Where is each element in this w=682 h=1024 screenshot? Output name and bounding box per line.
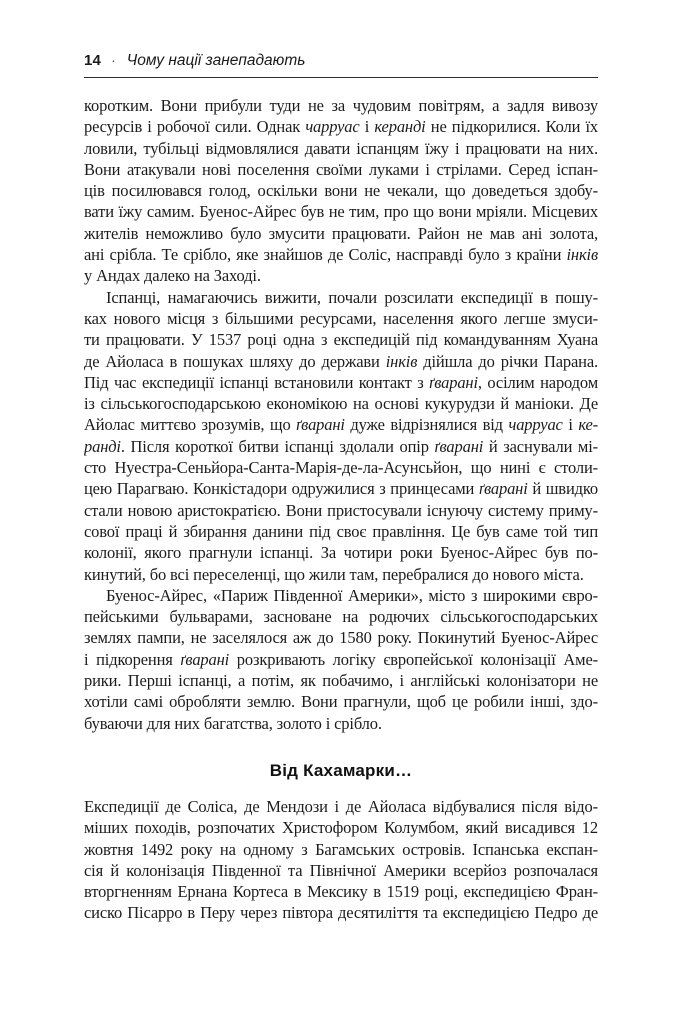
paragraph (84, 287, 598, 585)
text-segment: колонії, якого прагнули іспанці. За чотири роки Буенос-Айрес був по- (84, 543, 598, 563)
text-segment: . Після короткої битви іспанці здолали опір (120, 436, 435, 456)
text-segment: Експедиції де Соліса, де Мендози і де Айоласа відбувалися після відо- (84, 796, 598, 816)
text-line (84, 372, 598, 393)
text-segment: кинутий, бо всі переселенці, що жили там, перебралися до нового міста. (84, 564, 584, 584)
text-segment: сової праці й збирання данини під своє правління. Це був саме той тип (84, 521, 598, 541)
text-segment: ців посилювався голод, оскільки вони не чекали, що доведеться здобу- (84, 181, 598, 201)
text-segment: і підкорення (84, 649, 181, 669)
text-line (84, 860, 598, 881)
text-line (84, 585, 598, 606)
italic-term: чарруас (508, 415, 563, 435)
text-segment: цею Парагваю. Конкістадори одружилися з принцесами (84, 479, 479, 499)
text-line (84, 902, 598, 923)
text-segment: дійшла до річки Парана. (417, 351, 598, 371)
italic-term: ке- (578, 415, 598, 435)
text-segment: ані срібла. Те срібло, яке знайшов де Соліс, насправді було з країни (84, 245, 567, 265)
text-segment: у Андах далеко на Заході. (84, 266, 261, 286)
text-line (84, 393, 598, 414)
text-line (84, 244, 598, 265)
text-line (84, 436, 598, 457)
text-segment: не підкорилися. Коли їх (425, 117, 598, 137)
text-segment: ресурсів і робочої сили. Однак (84, 117, 306, 137)
text-line (84, 116, 598, 137)
header-separator-dot: · (111, 52, 116, 68)
text-segment: Буенос-Айрес, «Париж Південної Америки», місто з широкими євро- (106, 585, 598, 605)
text-segment: із сільськогосподарською економікою на основі кукурудзи й маніоки. Де (84, 394, 598, 414)
text-segment: жителів неможливо було змусити працювати. Район не мав ані золота, (84, 223, 598, 243)
book-title: Чому нації занепадають (126, 52, 306, 69)
text-line (84, 414, 598, 435)
text-line (84, 839, 598, 860)
text-line (84, 95, 598, 116)
text-segment: вторгненням Ернана Кортеса в Мексику в 1519 році, експедицією Фран- (84, 882, 598, 902)
text-line (84, 670, 598, 691)
text-segment: де Айоласа в пошуках шляху до держави (84, 351, 386, 371)
text-line (84, 308, 598, 329)
italic-term: ґварані (296, 415, 345, 435)
text-line (84, 138, 598, 159)
text-line (84, 329, 598, 350)
text-line (84, 542, 598, 563)
text-line (84, 713, 598, 734)
text-segment: пейськими бульварами, засноване на родючих сільськогосподарських (84, 607, 598, 627)
text-segment: ти працювати. У 1537 році одна з експедицій під командуванням Хуана (84, 330, 598, 350)
text-segment: Іспанці, намагаючись вижити, почали розсилати експедиції в пошу- (106, 287, 598, 307)
text-line (84, 223, 598, 244)
text-line (84, 201, 598, 222)
text-segment: Вони атакували нові поселення своїми луками і стрілами. Серед іспан- (84, 159, 598, 179)
text-segment: дуже відрізнялися від (344, 415, 509, 435)
italic-term: інків (566, 245, 598, 265)
paragraph (84, 796, 598, 924)
text-line (84, 500, 598, 521)
text-segment: хотіли самі обробляти землю. Вони прагнули, щоб це робили інші, здо- (84, 692, 598, 712)
text-segment: ках нового місця з більшими ресурсами, населення якого легше змуси- (84, 308, 598, 328)
italic-term: ґварані (478, 479, 528, 499)
text-line (84, 564, 598, 585)
header-rule (84, 77, 598, 78)
text-segment: сиско Пісарро в Перу через півтора десятиліття та експедицією Педро де (84, 903, 598, 923)
text-line (84, 457, 598, 478)
text-segment: рики. Перші іспанці, а потім, як побачимо, і англійські колонізатори не (84, 671, 598, 691)
page-content (84, 95, 598, 924)
text-line (84, 627, 598, 648)
paragraph (84, 95, 598, 287)
italic-term: ранді (84, 436, 121, 456)
text-line (84, 478, 598, 499)
text-segment: буваючи для них багатства, золото і срібло. (84, 713, 382, 733)
italic-term: керанді (374, 117, 426, 137)
text-segment: коротким. Вони прибули туди не за чудовим повітрям, а задля вивозу (84, 96, 598, 115)
text-segment: землях пампи, не заселялося аж до 1580 року. Покинутий Буенос-Айрес (84, 628, 598, 648)
italic-term: ґварані (429, 372, 478, 392)
text-line (84, 521, 598, 542)
text-segment: , осілим народом (477, 372, 598, 392)
text-line (84, 691, 598, 712)
text-segment: стали новою аристократією. Вони пристосували існуючу систему приму- (84, 500, 598, 520)
text-line (84, 881, 598, 902)
page-number: 14 (84, 52, 102, 69)
text-line (84, 287, 598, 308)
text-line (84, 606, 598, 627)
italic-term: ґварані (180, 649, 230, 669)
text-line (84, 351, 598, 372)
text-line (84, 159, 598, 180)
text-segment: жовтня 1492 року на одному з Багамських островів. Іспанська експан- (84, 839, 598, 859)
text-line (84, 180, 598, 201)
italic-term: ґварані (434, 436, 484, 456)
text-line (84, 649, 598, 670)
text-segment: Айолас миттєво зрозумів, що (84, 415, 297, 435)
italic-term: інків (385, 351, 418, 371)
text-segment: сія й колонізація Південної та Північної Америки всерйоз розпочалася (84, 860, 598, 880)
italic-term: чарруас (305, 117, 360, 137)
text-line (84, 796, 598, 817)
paragraph (84, 585, 598, 734)
running-header (84, 52, 598, 70)
text-segment: і (359, 117, 375, 137)
text-segment: й заснували мі- (483, 436, 598, 456)
text-segment: ловили, тубільці відмовлялися давати іспанцям їжу і працювати на них. (84, 138, 598, 158)
text-segment: Під час експедиції іспанці встановили контакт з (84, 372, 430, 392)
section-heading: Від Кахамарки… (269, 760, 413, 780)
text-segment: міших походів, розпочатих Христофором Колумбом, який висадився 12 (84, 818, 598, 838)
text-segment: вати їжу самим. Буенос-Айрес був не тим, про що вони мріяли. Місцевих (84, 202, 598, 222)
text-line (84, 265, 598, 286)
text-segment: й швидко (527, 479, 598, 499)
text-segment: сто Нуестра-Сеньйора-Санта-Марія-де-ла-Асунсьйон, що нині є столи- (84, 458, 598, 478)
text-line (84, 817, 598, 838)
text-segment: і (562, 415, 579, 435)
text-segment: розкривають логіку європейської колонізації Аме- (229, 649, 598, 669)
